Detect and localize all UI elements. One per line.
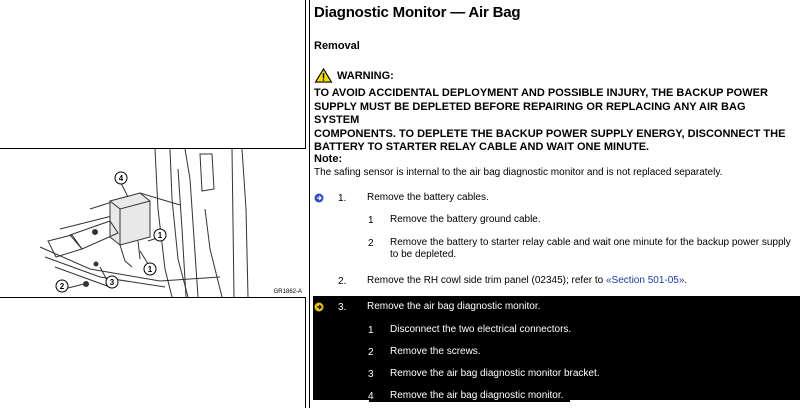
warning-line: TO AVOID ACCIDENTAL DEPLOYMENT AND POSSIBLE INJURY, THE BACKUP POWER — [314, 87, 768, 99]
page-title: Diagnostic Monitor — Air Bag — [314, 4, 521, 21]
note-heading: Note: — [314, 153, 343, 165]
substep-text: Remove the air bag diagnostic monitor bracket. — [390, 368, 600, 379]
step-2-text — [367, 275, 687, 287]
section-heading: Removal — [314, 40, 360, 52]
warning-line: SUPPLY MUST BE DEPLETED BEFORE REPAIRING OR REPLACING ANY AIR BAG SYSTEM — [314, 100, 746, 126]
substep-number: 3 — [368, 369, 374, 380]
warning-label: WARNING: — [337, 69, 394, 82]
callout-1a: 1 — [157, 231, 163, 240]
substep-text-cont: to be depleted. — [390, 249, 457, 260]
substep-number: 2 — [368, 238, 374, 249]
substep-text: Remove the air bag diagnostic monitor. — [390, 390, 564, 401]
substep-number: 1 — [368, 215, 374, 226]
figure-code: GR1862-A — [273, 289, 302, 295]
callout-2: 2 — [59, 282, 65, 291]
substep-text: Remove the battery ground cable. — [390, 214, 541, 225]
substep-text: Remove the screws. — [390, 346, 481, 357]
step-2-text-after: . — [684, 275, 688, 286]
note-text: The safing sensor is internal to the air bag diagnostic monitor and is not replaced separately. — [314, 167, 723, 178]
warning-line: BATTERY TO STARTER RELAY CABLE AND WAIT ONE MINUTE. — [314, 141, 650, 153]
pane-divider[interactable] — [306, 0, 310, 408]
callout-4: 4 — [118, 174, 124, 183]
section-link[interactable]: «Section 501-05» — [606, 275, 685, 286]
callout-1b: 1 — [147, 265, 153, 274]
warning-icon — [314, 68, 333, 83]
warning-text — [314, 87, 792, 155]
substep-number: 2 — [368, 347, 374, 358]
substep-text: Remove the battery to starter relay cable and wait one minute for the backup power supply — [390, 237, 791, 248]
substep-number: 4 — [368, 391, 374, 402]
document-content — [313, 0, 800, 408]
warning-heading — [314, 68, 394, 83]
callout-3: 3 — [109, 278, 115, 287]
step-3-text: Remove the air bag diagnostic monitor. — [367, 301, 541, 312]
figure-pane — [0, 0, 306, 408]
step-3-expand-icon[interactable] — [314, 302, 324, 312]
step-2-text-before: Remove the RH cowl side trim panel (02345); refer to — [367, 275, 606, 286]
substep-text: Disconnect the two electrical connectors. — [390, 324, 572, 335]
substep-number: 1 — [368, 325, 374, 336]
step-1-expand-icon[interactable] — [314, 193, 324, 203]
step-1-text: Remove the battery cables. — [367, 192, 489, 203]
warning-line: COMPONENTS. TO DEPLETE THE BACKUP POWER SUPPLY ENERGY, DISCONNECT THE — [314, 127, 786, 140]
figure-illustration — [0, 148, 306, 298]
diagnostic-monitor-illustration — [0, 149, 306, 297]
step-1-number: 1. — [338, 193, 347, 204]
step-3-number: 3. — [338, 302, 347, 313]
step-2-number: 2. — [338, 276, 347, 287]
